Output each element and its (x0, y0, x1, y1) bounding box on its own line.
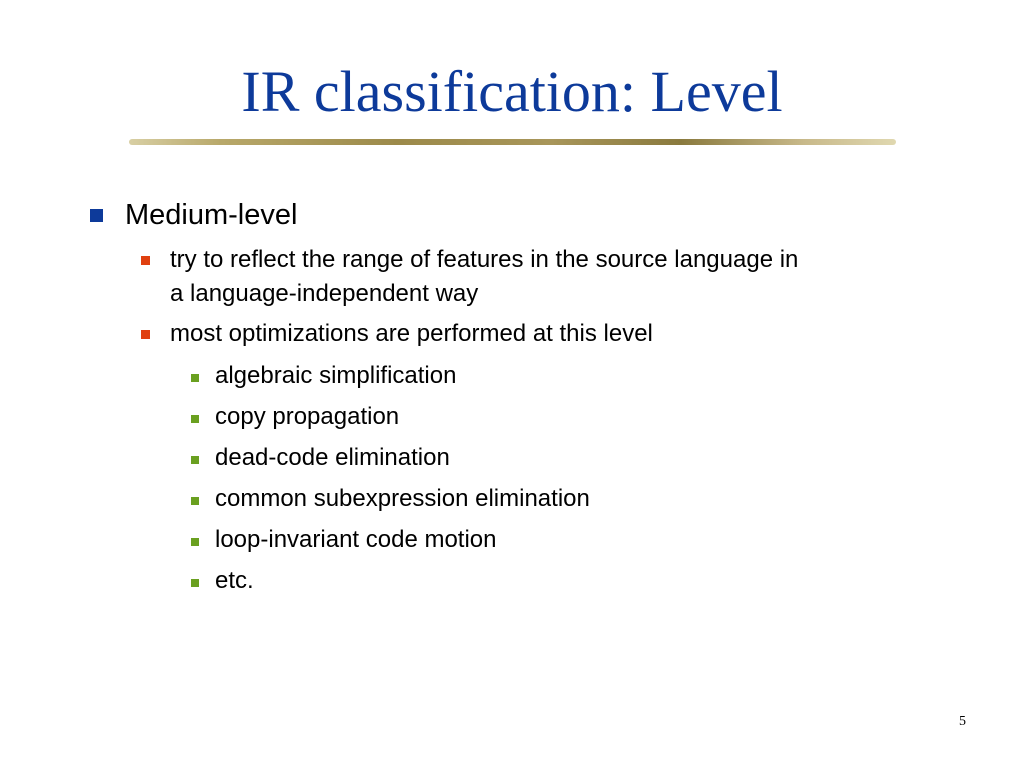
square-bullet-icon (191, 415, 199, 423)
bullet-level3-text-6: etc. (215, 567, 254, 594)
square-bullet-icon (141, 330, 150, 339)
square-bullet-icon (141, 256, 150, 265)
bullet-level2-text-1b: a language-independent way (170, 280, 479, 307)
square-bullet-icon (191, 579, 199, 587)
bullet-level2-text-1a: try to reflect the range of features in the source language in (170, 246, 799, 273)
square-bullet-icon (90, 209, 103, 222)
bullet-level3-text-3: dead-code elimination (215, 444, 450, 471)
bullet-level1-text: Medium-level (125, 199, 298, 231)
bullet-level2-text-2: most optimizations are performed at this level (170, 320, 653, 347)
bullet-level3-text-5: loop-invariant code motion (215, 526, 497, 553)
square-bullet-icon (191, 538, 199, 546)
square-bullet-icon (191, 456, 199, 464)
slide-title: IR classification: Level (241, 59, 783, 124)
square-bullet-icon (191, 374, 199, 382)
bullet-level3-text-2: copy propagation (215, 403, 400, 430)
bullet-level3-text-4: common subexpression elimination (215, 485, 590, 512)
bullet-level3-text-1: algebraic simplification (215, 362, 457, 389)
page-number: 5 (959, 714, 966, 729)
square-bullet-icon (191, 497, 199, 505)
